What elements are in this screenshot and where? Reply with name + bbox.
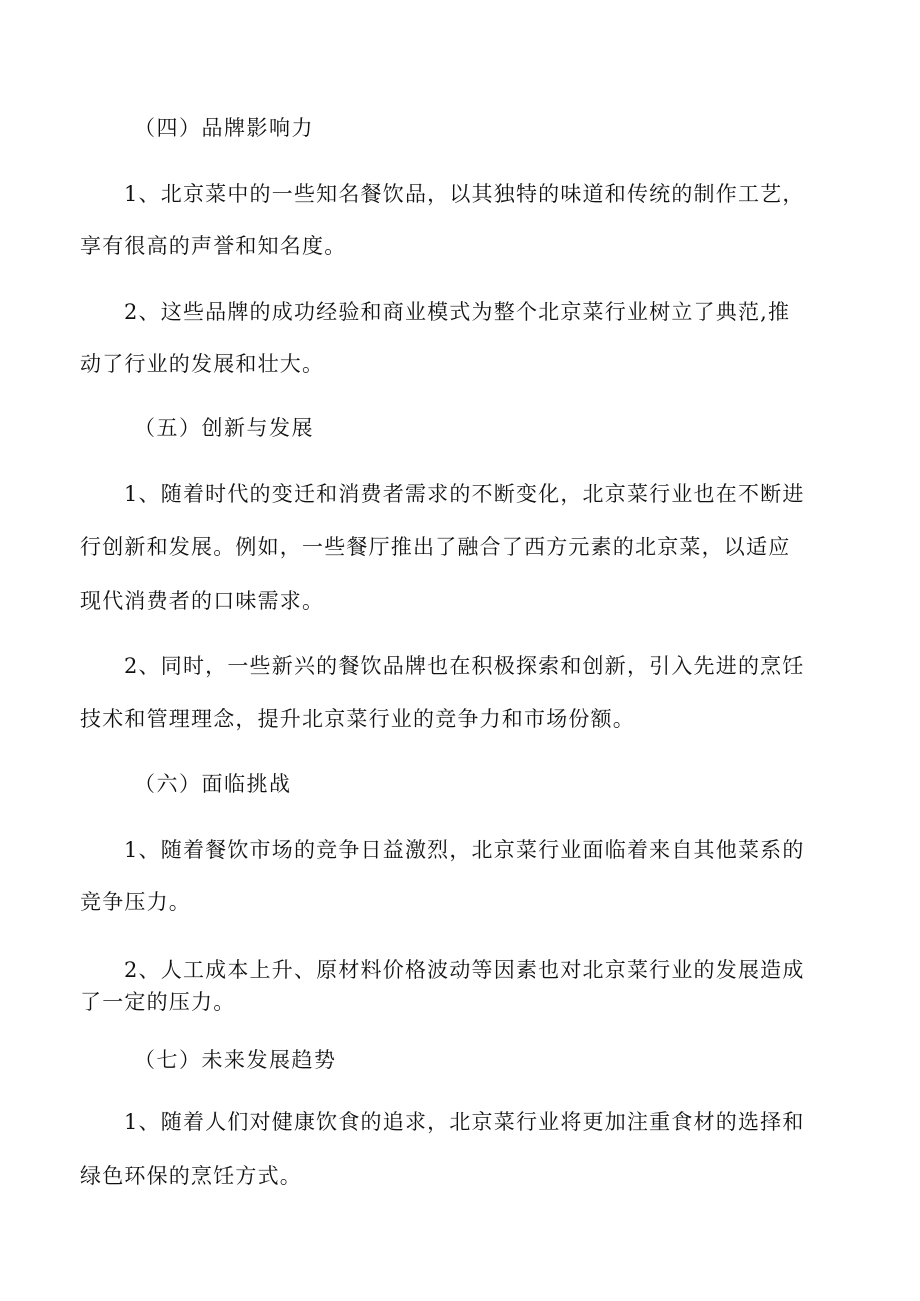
paragraph-line: 1、随着时代的变迁和消费者需求的不断变化，北京菜行业也在不断进 xyxy=(124,482,805,506)
paragraph-line: 1、随着人们对健康饮食的追求，北京菜行业将更加注重食材的选择和 xyxy=(124,1110,805,1134)
paragraph-line: 动了行业的发展和壮大。 xyxy=(80,352,325,376)
section-heading-brand-influence: （四）品牌影响力 xyxy=(134,116,314,140)
paragraph-line: 1、随着餐饮市场的竞争日益激烈，北京菜行业面临着来自其他菜系的 xyxy=(124,838,805,862)
section-heading-innovation: （五）创新与发展 xyxy=(134,416,314,440)
paragraph-line: 享有很高的声誉和知名度。 xyxy=(80,234,347,258)
paragraph-line: 2、人工成本上升、原材料价格波动等因素也对北京菜行业的发展造成 xyxy=(124,958,805,982)
paragraph-line: 行创新和发展。例如，一些餐厅推出了融合了西方元素的北京菜，以适应 xyxy=(80,535,791,559)
section-heading-future-trends: （七）未来发展趋势 xyxy=(134,1048,337,1072)
paragraph-line: 绿色环保的烹饪方式。 xyxy=(80,1164,302,1188)
paragraph-line: 2、这些品牌的成功经验和商业模式为整个北京菜行业树立了典范,推 xyxy=(124,300,791,324)
section-heading-challenges: （六）面临挑战 xyxy=(134,772,292,796)
paragraph-line: 现代消费者的口味需求。 xyxy=(80,589,325,613)
paragraph-line: 2、同时，一些新兴的餐饮品牌也在积极探索和创新，引入先进的烹饪 xyxy=(124,654,805,678)
paragraph-line: 1、北京菜中的一些知名餐饮品，以其独特的味道和传统的制作工艺， xyxy=(124,182,805,206)
paragraph-line: 竞争压力。 xyxy=(80,890,191,914)
paragraph-line: 技术和管理理念，提升北京菜行业的竞争力和市场份额。 xyxy=(80,707,635,731)
paragraph-line: 了一定的压力。 xyxy=(80,990,236,1014)
